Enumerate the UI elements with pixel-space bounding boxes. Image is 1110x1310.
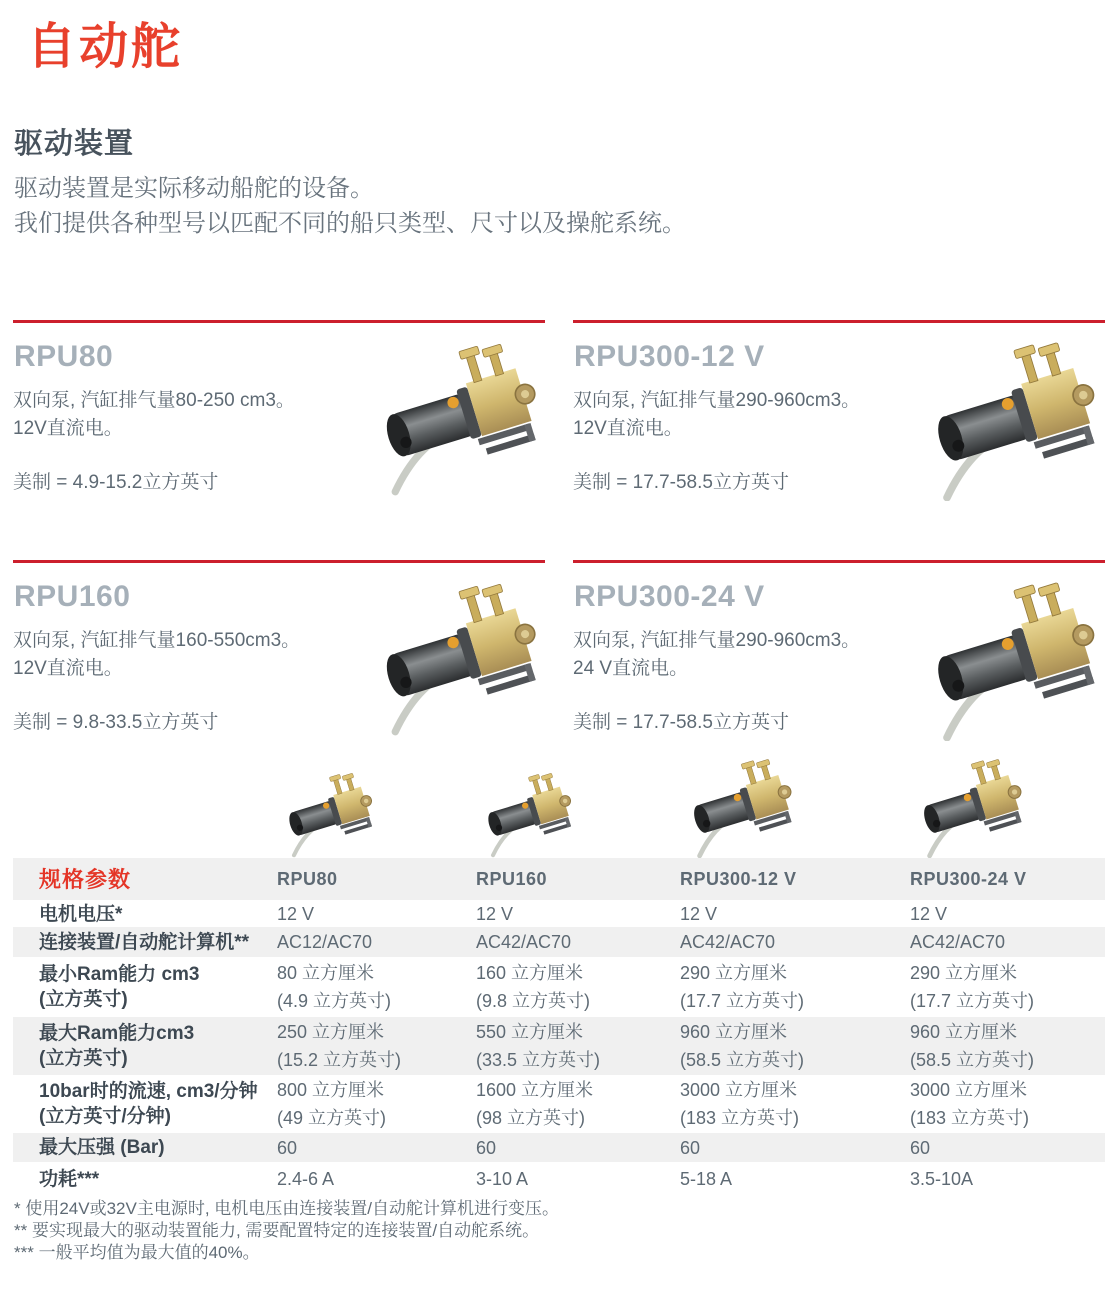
product-card-rpu80 xyxy=(13,320,545,530)
pump-photo xyxy=(379,571,541,737)
intro-text-line2: 我们提供各种型号以匹配不同的船只类型、尺寸以及操舵系统。 xyxy=(14,210,686,237)
row-label: 电机电压* xyxy=(39,903,123,925)
product-card-rpu160 xyxy=(13,560,545,770)
table-cell: 60 xyxy=(910,1137,931,1158)
pump-photo xyxy=(929,331,1101,501)
product-desc-line1: 双向泵, 汽缸排气量290-960cm3。 xyxy=(573,630,861,651)
product-us-measure: 美制 = 4.9-15.2立方英寸 xyxy=(13,472,219,493)
row-label: 最大压强 (Bar) xyxy=(39,1137,165,1158)
table-cell: 1600 立方厘米 (98 立方英寸) xyxy=(476,1080,594,1128)
product-card-rpu300-24v xyxy=(573,560,1105,770)
table-row-power-consumption xyxy=(13,1162,1105,1196)
footnote-1: * 使用24V或32V主电源时, 电机电压由连接装置/自动舵计算机进行变压。 xyxy=(14,1199,560,1218)
pump-photo xyxy=(929,571,1101,741)
table-row-min-ram-capacity xyxy=(13,957,1105,1017)
product-name: RPU160 xyxy=(14,580,131,613)
table-cell: 60 xyxy=(277,1137,298,1158)
row-label: 10bar时的流速, cm3/分钟 xyxy=(39,1081,258,1102)
product-cards xyxy=(13,320,1105,770)
table-cell: 3000 立方厘米 (183 立方英寸) xyxy=(910,1080,1030,1128)
table-row-junction-computer xyxy=(13,927,1105,957)
product-us-measure: 美制 = 17.7-58.5立方英寸 xyxy=(573,712,789,733)
spec-table xyxy=(13,858,1105,1196)
row-label-line2: (立方英寸/分钟) xyxy=(39,1106,171,1127)
table-cell: 5-18 A xyxy=(680,1169,733,1189)
row-label: 最大Ram能力cm3 xyxy=(39,1023,195,1044)
footnotes xyxy=(14,1198,559,1264)
table-cell: AC42/AC70 xyxy=(680,932,776,952)
table-cell: 3-10 A xyxy=(476,1169,529,1189)
product-desc-line2: 24 V直流电。 xyxy=(573,658,689,679)
table-cell: 800 立方厘米 (49 立方英寸) xyxy=(277,1080,387,1128)
product-card-rpu300-12v xyxy=(573,320,1105,530)
row-label: 最小Ram能力 cm3 xyxy=(39,964,200,985)
product-desc-line2: 12V直流电。 xyxy=(13,418,123,439)
product-us-measure: 美制 = 9.8-33.5立方英寸 xyxy=(13,712,219,733)
pump-thumbnail-rpu160 xyxy=(484,766,574,858)
table-row-max-pressure xyxy=(13,1133,1105,1162)
row-label-line2: (立方英寸) xyxy=(39,1048,128,1069)
table-cell: 290 立方厘米 (17.7 立方英寸) xyxy=(680,963,805,1011)
spec-table-pump-thumbnails xyxy=(13,752,1105,860)
table-cell: 12 V xyxy=(680,904,718,924)
row-label-line2: (立方英寸) xyxy=(39,989,128,1010)
table-cell: 80 立方厘米 (4.9 立方英寸) xyxy=(277,963,392,1011)
table-row-flow-rate xyxy=(13,1075,1105,1133)
page-title: 自动舵 xyxy=(27,20,184,74)
pump-photo xyxy=(379,331,541,497)
pump-thumbnail-rpu300-24v xyxy=(918,752,1026,858)
table-cell: 960 立方厘米 (58.5 立方英寸) xyxy=(910,1022,1035,1070)
table-cell: AC12/AC70 xyxy=(277,932,373,952)
table-cell: 12 V xyxy=(910,904,948,924)
product-us-measure: 美制 = 17.7-58.5立方英寸 xyxy=(573,472,789,493)
section-title: 驱动装置 xyxy=(14,128,135,160)
table-cell: AC42/AC70 xyxy=(910,932,1006,952)
table-cell: 160 立方厘米 (9.8 立方英寸) xyxy=(476,963,591,1011)
pump-thumbnail-rpu80 xyxy=(285,766,375,858)
table-cell: 12 V xyxy=(277,904,315,924)
row-label: 功耗*** xyxy=(39,1168,100,1190)
product-name: RPU300-24 V xyxy=(574,580,765,613)
table-row-max-ram-capacity xyxy=(13,1017,1105,1075)
footnote-3: *** 一般平均值为最大值的40%。 xyxy=(14,1243,260,1262)
product-desc-line2: 12V直流电。 xyxy=(573,418,683,439)
table-cell: 3000 立方厘米 (183 立方英寸) xyxy=(680,1080,800,1128)
column-header-rpu300-12v: RPU300-12 V xyxy=(680,869,797,889)
product-desc-line1: 双向泵, 汽缸排气量160-550cm3。 xyxy=(13,630,301,651)
column-header-rpu80: RPU80 xyxy=(277,869,338,889)
table-cell: 2.4-6 A xyxy=(277,1169,335,1189)
product-desc-line1: 双向泵, 汽缸排气量290-960cm3。 xyxy=(573,390,861,411)
table-cell: 3.5-10A xyxy=(910,1169,974,1189)
table-cell: 550 立方厘米 (33.5 立方英寸) xyxy=(476,1022,601,1070)
footnote-2: ** 要实现最大的驱动装置能力, 需要配置特定的连接装置/自动舵系统。 xyxy=(14,1221,540,1240)
table-row-motor-voltage xyxy=(13,900,1105,927)
table-cell: 250 立方厘米 (15.2 立方英寸) xyxy=(277,1022,402,1070)
product-name: RPU300-12 V xyxy=(574,340,765,373)
table-cell: 290 立方厘米 (17.7 立方英寸) xyxy=(910,963,1035,1011)
product-desc-line1: 双向泵, 汽缸排气量80-250 cm3。 xyxy=(13,390,295,411)
intro-text-line1: 驱动装置是实际移动船舵的设备。 xyxy=(14,175,374,202)
table-cell: AC42/AC70 xyxy=(476,932,572,952)
pump-thumbnail-rpu300-12v xyxy=(688,752,796,858)
product-name: RPU80 xyxy=(14,340,114,373)
table-cell: 960 立方厘米 (58.5 立方英寸) xyxy=(680,1022,805,1070)
column-header-rpu300-24v: RPU300-24 V xyxy=(910,869,1027,889)
product-desc-line2: 12V直流电。 xyxy=(13,658,123,679)
spec-table-header-row xyxy=(13,858,1105,900)
row-label: 连接装置/自动舵计算机** xyxy=(39,931,250,953)
spec-table-title: 规格参数 xyxy=(39,866,132,892)
table-cell: 12 V xyxy=(476,904,514,924)
table-cell: 60 xyxy=(476,1137,497,1158)
column-header-rpu160: RPU160 xyxy=(476,869,548,889)
table-cell: 60 xyxy=(680,1137,701,1158)
